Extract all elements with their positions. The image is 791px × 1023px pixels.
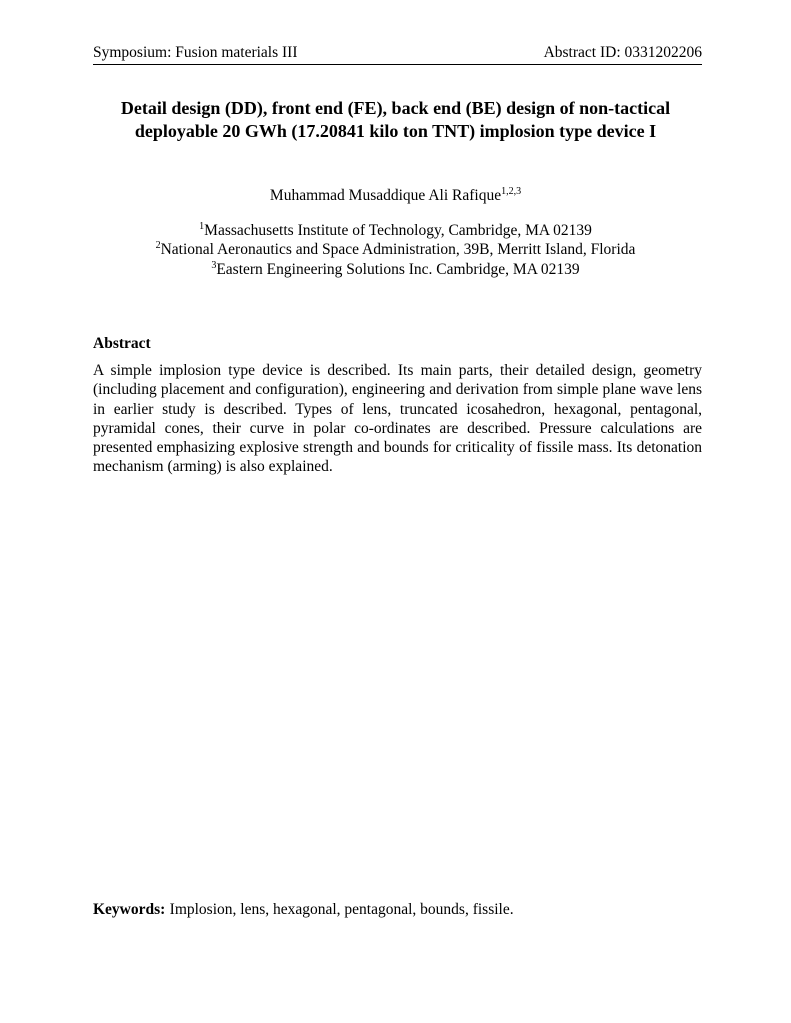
symposium-label: Symposium: Fusion materials III: [93, 44, 298, 61]
affiliation-line: [0, 221, 791, 240]
affiliation-superscript: 3: [211, 259, 217, 271]
abstract-id-label: Abstract ID: 0331202206: [543, 44, 702, 61]
affiliation-superscript: 1: [199, 220, 205, 232]
affiliation-text: National Aeronautics and Space Administration, 39B, Merritt Island, Florida: [160, 241, 636, 259]
paper-title-line-1: Detail design (DD), front end (FE), back end (BE) design of non-tactical: [120, 98, 671, 118]
affiliation-superscript: 2: [155, 240, 161, 252]
affiliation-line: [0, 240, 791, 259]
keywords-line: [93, 900, 702, 919]
keywords-text: Implosion, lens, hexagonal, pentagonal, bounds, fissile.: [169, 901, 514, 918]
paper-title-line-2: deployable 20 GWh (17.20841 kilo ton TNT) implosion type device I: [134, 121, 657, 141]
affiliation-text: Eastern Engineering Solutions Inc. Cambridge, MA 02139: [216, 260, 580, 278]
page-header: [93, 45, 702, 65]
affiliation-text: Massachusetts Institute of Technology, Cambridge, MA 02139: [204, 222, 592, 239]
abstract-heading: Abstract: [93, 335, 151, 352]
paper-title: [0, 97, 791, 143]
keywords-label: Keywords:: [93, 901, 166, 918]
affiliations-block: [0, 221, 791, 279]
author-name: Muhammad Musaddique Ali Rafique: [269, 187, 502, 204]
affiliation-line: [0, 260, 791, 279]
abstract-body: A simple implosion type device is described. Its main parts, their detailed design, geometry (including placement and configuration), engineering and derivation from simple plane wave lens in earlier study is described. Types of lens, truncated icosahedron, hexagonal, pentagonal, pyramidal cones, their curve in polar co-ordinates are described. Pressure calculations are presented emphasizing explosive strength and bounds for criticality of fissile mass. Its detonation mechanism (arming) is also explained.: [93, 362, 702, 476]
author-line: [0, 186, 791, 205]
author-affiliation-superscript: 1,2,3: [501, 185, 522, 197]
